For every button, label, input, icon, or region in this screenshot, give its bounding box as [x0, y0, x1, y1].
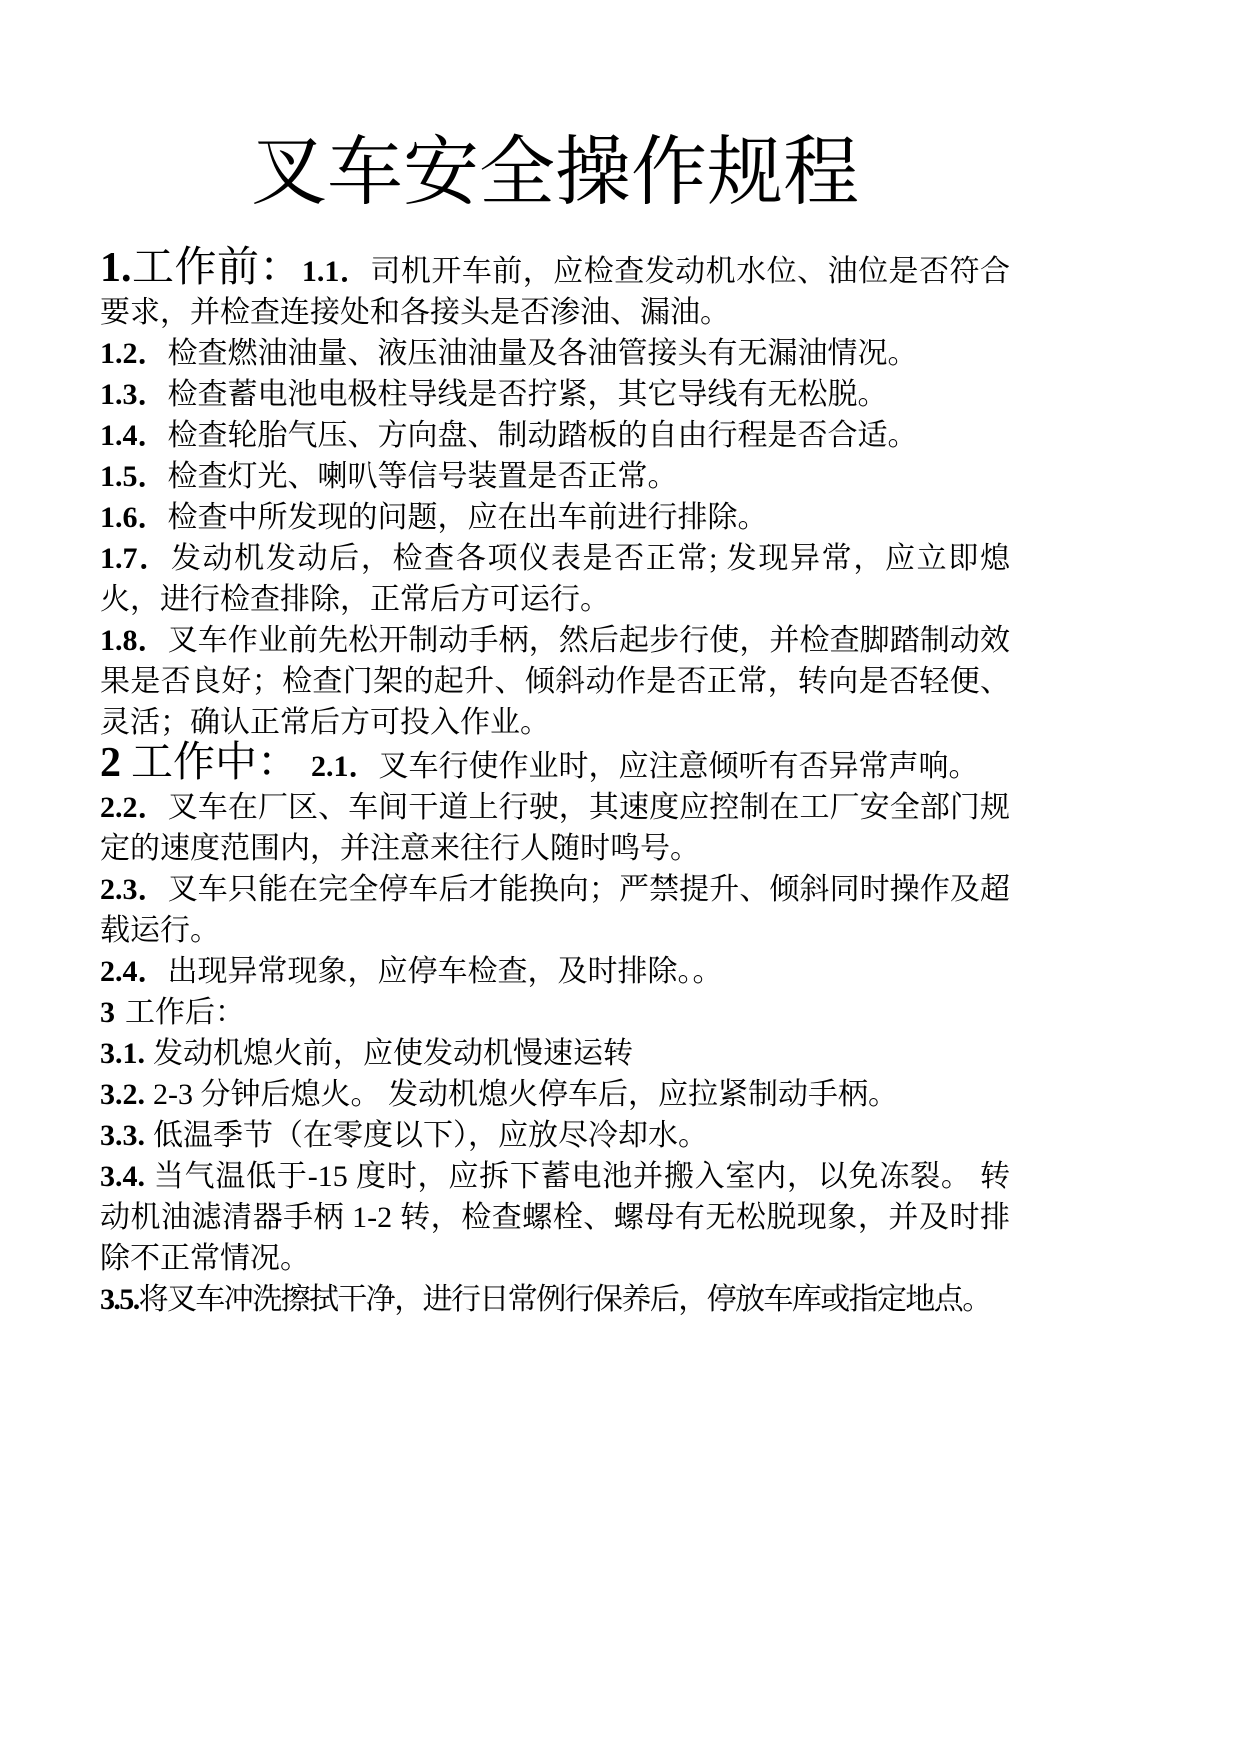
section-2-heading: 工作中： [131, 740, 300, 786]
clause-3-2 [100, 1074, 1010, 1115]
section-2-number: 2 [100, 740, 121, 786]
clause-text: 检查燃油油量、液压油油量及各油管接头有无漏油情况。 [167, 337, 918, 370]
clause-number: 3.5. [100, 1283, 139, 1316]
clause-number: 1.8． [100, 624, 168, 657]
clause-number: 2.2． [100, 791, 168, 824]
section-3-heading: 工作后： [125, 996, 245, 1029]
clause-number: 3.1. [100, 1037, 145, 1070]
clause-1-7 [100, 538, 1010, 620]
clause-1-1 [100, 245, 1010, 333]
clause-1-4 [100, 415, 1010, 456]
clause-text: 低温季节（在零度以下），应放尽冷却水。 [153, 1119, 708, 1152]
clause-text: 将叉车冲洗擦拭干净，进行日常例行保养后，停放车库或指定地点。 [138, 1283, 991, 1316]
clause-text: 叉车只能在完全停车后才能换向；严禁提升、倾斜同时操作及超载运行。 [100, 873, 1011, 947]
clause-2-3 [100, 869, 1010, 951]
clause-number: 2.3． [100, 873, 168, 906]
clause-2-1 [100, 740, 1010, 787]
clause-text: 检查灯光、喇叭等信号装置是否正常。 [167, 460, 678, 493]
clause-3-3 [100, 1115, 1010, 1156]
clause-text: 叉车在厂区、车间干道上行驶，其速度应控制在工厂安全部门规定的速度范围内，并注意来往行人随时鸣号。 [100, 791, 1011, 865]
clause-2-2 [100, 787, 1010, 869]
clause-number: 1.7． [100, 542, 171, 575]
clause-3-5 [100, 1279, 1010, 1320]
clause-number: 1.3． [100, 378, 168, 411]
clause-number: 2.1． [311, 750, 379, 783]
clause-number: 1.2． [100, 337, 168, 370]
clause-2-4 [100, 951, 1010, 992]
clause-number: 3.3. [100, 1119, 145, 1152]
clause-text: 叉车作业前先松开制动手柄，然后起步行使，并检查脚踏制动效果是否良好；检查门架的起升、倾斜动作是否正常，转向是否轻便、灵活；确认正常后方可投入作业。 [100, 624, 1011, 739]
clause-number: 3.2. [100, 1078, 145, 1111]
clause-text: 检查中所发现的问题，应在出车前进行排除。 [167, 501, 768, 534]
clause-number: 3.4. [100, 1160, 145, 1193]
clause-3-4 [100, 1156, 1010, 1279]
clause-number: 1.5． [100, 460, 168, 493]
clause-3-1 [100, 1033, 1010, 1074]
clause-number: 1.4． [100, 419, 168, 452]
clause-number: 2.4． [100, 955, 168, 988]
clause-number: 1.1． [301, 255, 371, 288]
section-3-number: 3 [100, 996, 115, 1029]
document-title: 叉车安全操作规程 [251, 131, 859, 215]
section-1-number: 1. [100, 245, 132, 291]
clause-text: 发动机熄火前，应使发动机慢速运转 [153, 1037, 633, 1070]
clause-1-2 [100, 333, 1010, 374]
section-3-heading-line [100, 992, 1010, 1033]
clause-text: 发动机发动后，检查各项仪表是否正常; 发现异常，应立即熄火，进行检查排除，正常后方可运行。 [100, 542, 1011, 616]
clause-1-6 [100, 497, 1010, 538]
section-1-heading: 工作前： [131, 245, 302, 291]
document-body [100, 128, 1010, 1320]
clause-number: 1.6． [100, 501, 168, 534]
clause-1-5 [100, 456, 1010, 497]
clause-text: 叉车行使作业时，应注意倾听有否异常声响。 [378, 750, 979, 783]
clause-1-8 [100, 620, 1010, 743]
clause-text: 检查蓄电池电极柱导线是否拧紧，其它导线有无松脱。 [167, 378, 888, 411]
clause-text: 当气温低于-15 度时，应拆下蓄电池并搬入室内，以免冻裂。 转动机油滤清器手柄 1-2 转，检查螺栓、螺母有无松脱现象，并及时排除不正常情况。 [100, 1160, 1010, 1275]
clause-text: 出现异常现象，应停车检查，及时排除。。 [167, 955, 723, 988]
clause-text: 司机开车前，应检查发动机水位、油位是否符合要求，并检查连接处和各接头是否渗油、漏油。 [100, 255, 1010, 329]
clause-1-3 [100, 374, 1010, 415]
clause-text: 检查轮胎气压、方向盘、制动踏板的自由行程是否合适。 [167, 419, 918, 452]
clause-text: 2-3 分钟后熄火。 发动机熄火停车后，应拉紧制动手柄。 [153, 1078, 898, 1111]
